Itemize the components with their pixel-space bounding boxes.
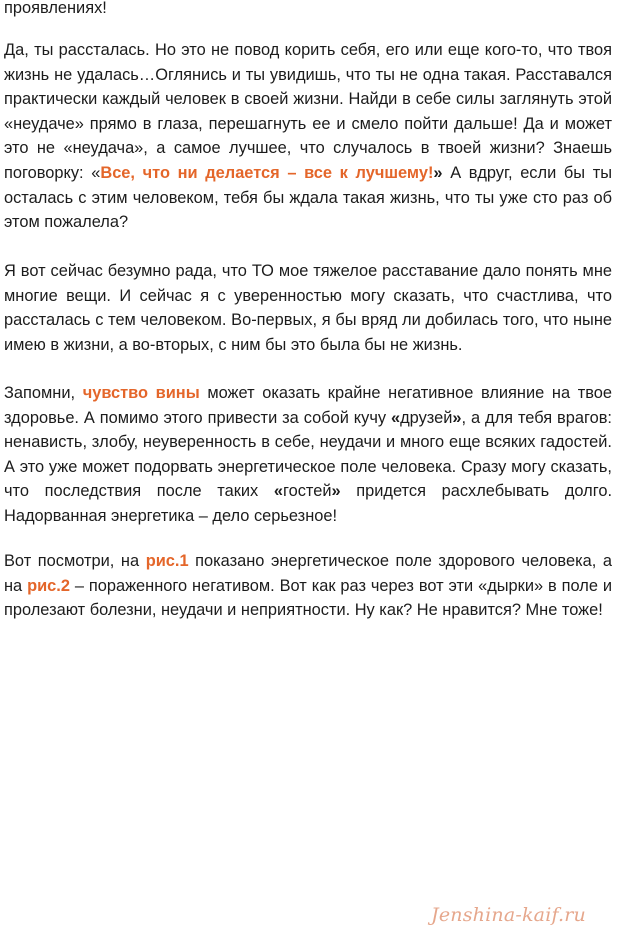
paragraph-figures — [4, 549, 612, 623]
paragraph-text: придется расхлебывать долго. Надорванная энергетика – дело серьезное! — [4, 482, 613, 525]
highlighted-term: чувство вины — [82, 384, 200, 402]
paragraph-intro-tail: проявлениях! — [4, 0, 107, 17]
quote-mark: » — [433, 163, 443, 182]
paragraph-text: Запомни, — [4, 384, 83, 402]
paragraph-text: Вот посмотри, на — [4, 552, 146, 570]
quote-mark: » — [331, 482, 341, 501]
paragraph-text: – пораженного негативом. Вот как раз через вот эти «дырки» в поле и пролезают болезни, неудачи и неприятности. Ну как? Не нравится? Мне тоже! — [4, 576, 612, 620]
paragraph-text: может оказать крайне негативное влияние на твое здоровье. А помимо этого привести за собой кучу — [4, 384, 612, 427]
quote-mark: « — [390, 408, 401, 427]
quoted-word: гостей — [282, 482, 332, 501]
paragraph-guilt — [4, 381, 612, 529]
paragraph-breakup — [4, 38, 612, 235]
figure-reference-1: рис.1 — [145, 552, 189, 570]
quote-mark: » — [452, 408, 462, 427]
paragraph-text: , а для тебя врагов: ненависть, злобу, неуверенность в себе, неудачи и много еще всяких гадостей. А это уже может подорвать энергетическое поле человека. Сразу могу сказать, что последствия после таких — [4, 408, 612, 501]
highlighted-proverb: Все, что ни делается – все к лучшему! — [100, 163, 434, 182]
quoted-word: друзей — [400, 408, 453, 427]
paragraph-text: Да, ты рассталась. Но это не повод корить себя, его или еще кого-то, что твоя жизнь не удалась…Оглянись и ты увидишь, что ты не одна такая. Расставался практически каждый человек в своей жизни. Найди в себе силы заглянуть этой «неудаче» прямо в глаза, перешагнуть ее и смело пойти дальше! Да и может это не «неудача», а самое лучшее, что случалось в твоей жизни? Знаешь поговорку: « — [4, 41, 612, 182]
paragraph-text: А вдруг, если бы ты осталась с этим человеком, тебя бы ждала такая жизнь, что ты уже сто раз об этом пожалела? — [4, 163, 612, 232]
paragraph-personal-story: Я вот сейчас безумно рада, что ТО мое тяжелое расставание дало понять мне многие вещи. И сейчас я с уверенностью могу сказать, что счастлива, что рассталась с тем человеком. Во-первых, я бы вряд ли добилась того, что ныне имею в жизни, а во-вторых, с ним бы это была бы не жизнь. — [4, 262, 612, 354]
paragraph-text: показано энергетическое поле здорового человека, а на — [4, 552, 612, 595]
site-watermark: Jenshina-kaif.ru — [431, 904, 586, 926]
quote-mark: « — [273, 482, 283, 501]
figure-reference-2: рис.2 — [27, 576, 70, 595]
